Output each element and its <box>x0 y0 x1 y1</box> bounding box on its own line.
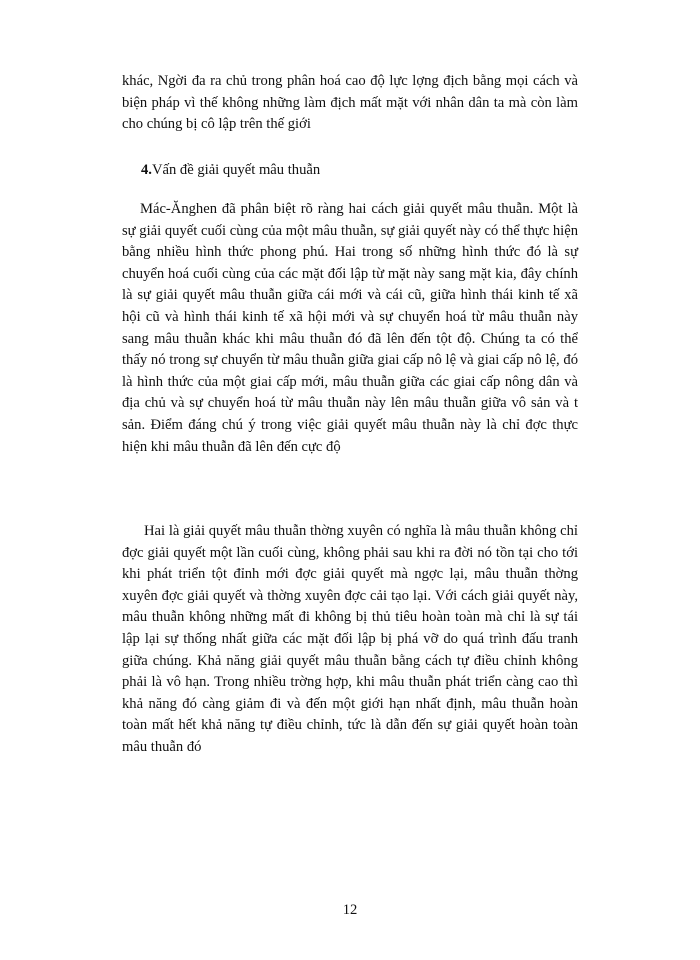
section-number: 4. <box>141 162 152 178</box>
page-number: 12 <box>342 902 358 918</box>
paragraph-continuation: khác, Ngời đa ra chủ trong phân hoá cao độ lực lợng địch bằng mọi cách và biện pháp vì thế không những làm địch mất mặt với nhân dân ta mà còn làm cho chúng bị cô lập trên thế giới <box>122 73 578 133</box>
paragraph-two-ways: Mác-Ănghen đã phân biệt rõ ràng hai cách giải quyết mâu thuẫn. Một là sự giải quyết cuối cùng của một mâu thuẫn, sự giải quyết này có thể thực hiện bằng nhiều hình thức phong phú. Hai trong số những hình thức đó là sự chuyển hoá cuối cùng của các mặt đối lập từ mặt này sang mặt kia, đây chính là sự giải quyết mâu thuẫn giữa cái mới và cái cũ, giữa hình thái kinh tế xã hội cũ và hình thái kinh tế xã hội mới và sự chuyển hoá từ mâu thuẫn này sang mâu thuẫn khác khi mâu thuẫn đó đã lên đến tột độ. Chúng ta có thể thấy nó trong sự chuyển từ mâu thuẫn giữa giai cấp nô lệ và giai cấp nô lệ, đó là hình thức của một giai cấp mới, mâu thuẫn giữa các giai cấp nông dân và địa chủ và sự chuyển hoá từ mâu thuẫn này lên mâu thuẫn giữa vô sản và t sản. Điểm đáng chú ý trong việc giải quyết mâu thuẫn này là chỉ đợc thực hiện khi mâu thuẫn đã lên đến cực độ <box>122 201 578 455</box>
paragraph-regular-resolution: Hai là giải quyết mâu thuẫn thờng xuyên có nghĩa là mâu thuẫn không chỉ đợc giải quyết một lần cuối cùng, không phải sau khi ra đời nó tồn tại cho tới khi phát triển tột đỉnh mới đợc giải quyết mà ngợc lại, mâu thuẫn thờng xuyên đợc giải quyết và thờng xuyên đợc cải tạo lại. Với cách giải quyết này, mâu thuẫn không những mất đi không bị thủ tiêu hoàn toàn mà chỉ là sự tái lập lại sự thống nhất giữa các mặt đối lập bị phá vỡ do quá trình đấu tranh giữa chúng. Khả năng giải quyết mâu thuẫn bằng cách tự điều chỉnh không phải là vô hạn. Trong nhiều trờng hợp, khi mâu thuẫn phát triển càng cao thì khả năng đó càng giảm đi và đến một giới hạn nhất định, mâu thuẫn hoàn toàn mất hết khả năng tự điều chỉnh, tức là dẫn đến sự giải quyết hoàn toàn mâu thuẫn đó <box>122 523 578 755</box>
section-heading <box>141 160 320 182</box>
section-title: Vấn đề giải quyết mâu thuẫn <box>151 162 321 178</box>
